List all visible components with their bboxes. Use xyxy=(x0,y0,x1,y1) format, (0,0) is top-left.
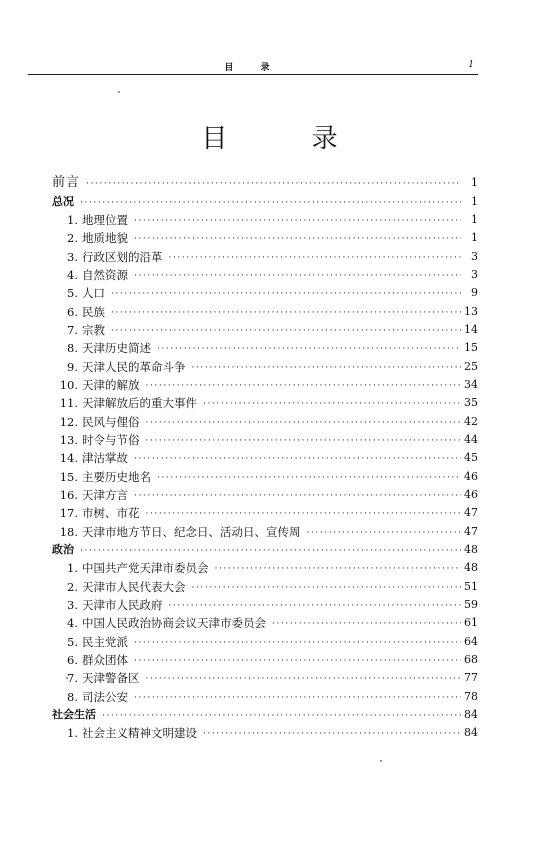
scan-speck xyxy=(66,677,68,679)
toc-page-number: 78 xyxy=(464,689,478,703)
toc-entry xyxy=(52,357,478,375)
toc-entry-number: 1. xyxy=(67,726,78,741)
toc-page-number: 25 xyxy=(464,359,478,373)
toc-entry-number: 2. xyxy=(67,231,78,246)
toc-section-heading xyxy=(52,706,478,724)
toc-entry-label: 时令与节俗 xyxy=(82,432,140,447)
toc-entry-number: 1. xyxy=(67,561,78,576)
toc-entry xyxy=(52,376,478,394)
dot-leader xyxy=(146,432,462,450)
scan-speck xyxy=(380,760,382,762)
toc-page-number: 46 xyxy=(464,469,478,483)
toc-entry xyxy=(52,651,478,669)
toc-entry xyxy=(52,523,478,541)
toc-entry-number: 5. xyxy=(67,634,78,649)
toc-page-number: 48 xyxy=(464,561,478,575)
toc-page-number: 51 xyxy=(464,579,478,593)
toc-entry xyxy=(52,504,478,522)
toc-entry xyxy=(52,669,478,687)
toc-page-number: 46 xyxy=(464,488,478,502)
toc-entry-label: 天津市地方节日、纪念日、活动日、宣传周 xyxy=(82,524,301,539)
toc-entry-label: 社会生活 xyxy=(52,708,96,722)
toc-entry xyxy=(52,247,478,265)
toc-entry-number: 7. xyxy=(67,671,78,686)
header-rule xyxy=(28,74,478,75)
toc-page-number: 61 xyxy=(464,616,478,630)
toc-entry-label: 民风与俚俗 xyxy=(82,414,140,429)
toc-entry-label: 政治 xyxy=(52,543,74,557)
toc-page-number: 35 xyxy=(464,396,478,410)
toc-page-number: 64 xyxy=(464,634,478,648)
dot-leader xyxy=(134,634,461,652)
dot-leader xyxy=(134,652,461,670)
toc-section-heading xyxy=(52,541,478,559)
toc-entry-number: 12. xyxy=(59,414,78,429)
toc-page-number: 15 xyxy=(464,341,478,355)
toc-entry xyxy=(52,468,478,486)
toc-entry xyxy=(52,559,478,577)
dot-leader xyxy=(146,377,462,395)
toc-entry-label: 司法公安 xyxy=(82,689,128,704)
toc-entry-number: 9. xyxy=(67,359,78,374)
dot-leader xyxy=(169,249,462,267)
dot-leader xyxy=(192,579,462,597)
dot-leader xyxy=(192,359,462,377)
toc-entry-number: 10. xyxy=(59,377,78,392)
toc-page-number: 47 xyxy=(464,506,478,520)
page-title: 目 录 xyxy=(201,124,376,154)
toc-page-number: 42 xyxy=(464,414,478,428)
toc-entry xyxy=(52,412,478,430)
toc-entry xyxy=(52,688,478,706)
toc-entry xyxy=(52,211,478,229)
toc-page-number: 3 xyxy=(471,267,478,281)
toc-page-number: 1 xyxy=(471,231,478,245)
toc-page-number: 84 xyxy=(464,708,478,722)
dot-leader xyxy=(134,267,461,285)
toc-entry-number: 8. xyxy=(67,689,78,704)
table-of-contents xyxy=(52,174,478,743)
toc-entry-label: 地理位置 xyxy=(82,212,128,227)
dot-leader xyxy=(111,304,461,322)
dot-leader xyxy=(157,340,461,358)
toc-entry xyxy=(52,578,478,596)
dot-leader xyxy=(146,414,462,432)
toc-entry-label: 前言 xyxy=(52,175,81,191)
toc-entry-number: 16. xyxy=(59,488,78,503)
toc-entry-number: 13. xyxy=(59,432,78,447)
toc-entry-number: 3. xyxy=(67,249,78,264)
toc-entry xyxy=(52,614,478,632)
toc-entry xyxy=(52,724,478,742)
toc-page-number: 48 xyxy=(464,543,478,557)
toc-entry-label: 市树、市花 xyxy=(82,506,140,521)
toc-entry-number: 8. xyxy=(67,341,78,356)
toc-page-number: 13 xyxy=(464,304,478,318)
toc-entry-number: 2. xyxy=(67,579,78,594)
toc-page-number: 84 xyxy=(464,726,478,740)
toc-entry xyxy=(52,394,478,412)
scan-speck xyxy=(118,91,120,93)
running-header-page-number: 1 xyxy=(468,60,474,70)
toc-entry-label: 民主党派 xyxy=(82,634,128,649)
toc-page-number: 1 xyxy=(471,194,478,208)
toc-entry xyxy=(52,486,478,504)
toc-entry-label: 天津的解放 xyxy=(82,377,140,392)
running-header xyxy=(28,60,478,74)
dot-leader xyxy=(215,560,462,578)
toc-entry-number: 4. xyxy=(67,616,78,631)
running-header-title: 目 录 xyxy=(224,63,282,73)
toc-entry-label: 天津警备区 xyxy=(82,671,140,686)
toc-page-number: 14 xyxy=(464,322,478,336)
dot-leader xyxy=(203,725,461,743)
toc-page-number: 59 xyxy=(464,598,478,612)
toc-entry-label: 民族 xyxy=(82,304,105,319)
toc-entry-number: 15. xyxy=(59,469,78,484)
dot-leader xyxy=(157,469,461,487)
dot-leader xyxy=(203,395,461,413)
toc-entry xyxy=(52,284,478,302)
toc-entry xyxy=(52,229,478,247)
toc-section-heading xyxy=(52,192,478,210)
toc-entry xyxy=(52,266,478,284)
toc-preface-entry xyxy=(52,174,478,192)
dot-leader xyxy=(80,542,461,560)
toc-entry-label: 中国共产党天津市委员会 xyxy=(82,561,209,576)
dot-leader xyxy=(146,670,462,688)
toc-entry xyxy=(52,596,478,614)
toc-page-number: 1 xyxy=(471,212,478,226)
dot-leader xyxy=(111,285,461,303)
toc-entry-label: 地质地貌 xyxy=(82,231,128,246)
toc-entry-label: 宗教 xyxy=(82,322,105,337)
toc-entry-label: 总况 xyxy=(52,194,74,208)
toc-entry xyxy=(52,431,478,449)
toc-entry-label: 天津历史简述 xyxy=(82,341,151,356)
toc-page-number: 68 xyxy=(464,653,478,667)
dot-leader xyxy=(169,597,462,615)
dot-leader xyxy=(111,322,461,340)
toc-page-number: 77 xyxy=(464,671,478,685)
toc-entry-number: 11. xyxy=(59,396,78,411)
toc-page-number: 47 xyxy=(464,524,478,538)
toc-entry xyxy=(52,449,478,467)
toc-entry-label: 天津市人民政府 xyxy=(82,598,163,613)
dot-leader xyxy=(134,212,461,230)
toc-entry-label: 天津人民的革命斗争 xyxy=(82,359,186,374)
toc-entry-number: 17. xyxy=(59,506,78,521)
toc-entry-number: 18. xyxy=(59,524,78,539)
dot-leader xyxy=(134,230,461,248)
toc-entry xyxy=(52,633,478,651)
dot-leader xyxy=(134,689,461,707)
toc-entry-number: 5. xyxy=(67,286,78,301)
toc-entry-label: 主要历史地名 xyxy=(82,469,151,484)
toc-page-number: 3 xyxy=(471,249,478,263)
dot-leader xyxy=(134,487,461,505)
toc-entry-label: 天津方言 xyxy=(82,488,128,503)
dot-leader xyxy=(80,194,461,212)
toc-entry xyxy=(52,321,478,339)
toc-page-number: 1 xyxy=(471,176,478,190)
dot-leader xyxy=(307,524,462,542)
toc-entry-label: 天津解放后的重大事件 xyxy=(82,396,197,411)
toc-entry-label: 人口 xyxy=(82,286,105,301)
dot-leader xyxy=(86,175,461,193)
dot-leader xyxy=(102,707,461,725)
toc-entry-number: 4. xyxy=(67,267,78,282)
dot-leader xyxy=(272,615,461,633)
toc-page-number: 44 xyxy=(464,432,478,446)
toc-entry-label: 社会主义精神文明建设 xyxy=(82,726,197,741)
toc-entry-number: 1. xyxy=(67,212,78,227)
toc-page-number: 45 xyxy=(464,451,478,465)
toc-page-number: 9 xyxy=(471,286,478,300)
dot-leader xyxy=(146,505,462,523)
toc-entry-number: 3. xyxy=(67,598,78,613)
toc-entry-number: 14. xyxy=(59,451,78,466)
toc-entry-label: 行政区划的沿革 xyxy=(82,249,163,264)
toc-entry-label: 群众团体 xyxy=(82,653,128,668)
toc-entry-number: 6. xyxy=(67,304,78,319)
toc-entry-label: 天津市人民代表大会 xyxy=(82,579,186,594)
toc-entry-number: 6. xyxy=(67,653,78,668)
toc-entry xyxy=(52,339,478,357)
toc-page-number: 34 xyxy=(464,377,478,391)
toc-entry-number: 7. xyxy=(67,322,78,337)
toc-entry xyxy=(52,302,478,320)
toc-entry-label: 中国人民政治协商会议天津市委员会 xyxy=(82,616,266,631)
dot-leader xyxy=(134,450,461,468)
toc-entry-label: 津沽掌故 xyxy=(82,451,128,466)
toc-entry-label: 自然资源 xyxy=(82,267,128,282)
